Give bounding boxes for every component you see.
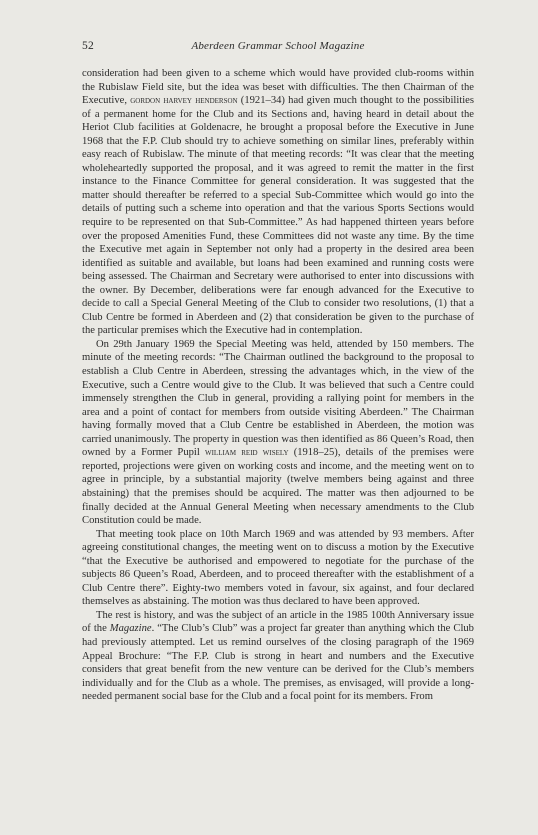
- person-name-henderson: gordon harvey henderson: [130, 95, 238, 107]
- page-header: [82, 40, 474, 56]
- paragraph-4-text-b: . “The Club’s Club” was a project far greater than anything which the Club had previously attempted. Let us remind ourselves of the closing paragraph of the 1969 Appeal Brochure: “The F.P. Club is strong in heart and numbers and the Executive considers that great benefit from the new venture can be derived for the Club’s members individually and for the Club as a whole. The premises, as envisaged, will provide a long-needed permanent social base for the Club and a focal point for its members. From: [82, 623, 474, 703]
- paragraph-1: [82, 67, 474, 338]
- page-number: 52: [82, 40, 94, 52]
- article-body: [82, 67, 474, 704]
- paragraph-4-text-a: The rest is history, and was the subject of an article in the 1985 100th Anniversary issue of the: [82, 609, 474, 635]
- paragraph-1-text-b: (1921–34) had given much thought to the possibilities of a permanent home for the Club and its Sections and, having heard in detail about the Heriot Club facilities at Goldenacre, he brought a proposal before the Executive in June 1968 that the F.P. Club should try to achieve something on similar lines, preferably within easy reach of Rubislaw. The minute of that meeting records: “It was clear that the meeting wholeheartedly supported the proposal, and it was agreed to remit the matter in the first instance to the Finance Committee for general consideration. It was suggested that the matter should thereafter be referred to a special Sub-Committee which would go into the details of putting such a scheme into operation and that the various Sports Sections would require to be represented on that Sub-Committee.” As had happened thirteen years before over the proposed Amenities Fund, these Committees did not waste any time. By the time the Executive met again in September not only had a property in the desired area been identified as suitable and available, but loans had been examined and running costs were being assessed. The Chairman and Secretary were authorised to enter into discussions with the owner. By December, deliberations were far enough advanced for the Executive to decide to call a Special General Meeting of the Club to consider two resolutions, (1) that a Club Centre be formed in Aberdeen and (2) that consideration be given to the purchase of the particular premises which the Executive had in contemplation.: [82, 95, 474, 337]
- person-name-wisely: william reid wisely: [204, 447, 289, 459]
- paragraph-2-text-b: (1918–25), details of the premises were reported, projections were given on working costs and income, and the meeting went on to agree in principle, by a substantial majority (twelve members being against and three abstaining) that the premises should be acquired. The matter was then adjourned to be finally decided at the Annual General Meeting when necessary amendments to the Club Constitution could be made.: [82, 447, 475, 527]
- paragraph-4: [82, 609, 474, 704]
- running-title: Aberdeen Grammar School Magazine: [191, 40, 365, 52]
- paragraph-2: [82, 338, 474, 528]
- magazine-title: Magazine: [109, 623, 152, 635]
- paragraph-3: [82, 528, 474, 609]
- paragraph-3-text: That meeting took place on 10th March 1969 and was attended by 93 members. After agreeing constitutional changes, the meeting went on to discuss a motion by the Executive “that the Executive be authorised and empowered to negotiate for the purchase of the subjects 86 Queen’s Road, Aberdeen, and to proceed thereafter with the establishment of a Club Centre there”. Eighty-two members voted in favour, six against, and four declared themselves as abstaining. The motion was thus declared to have been approved.: [82, 528, 474, 608]
- paragraph-2-text-a: On 29th January 1969 the Special Meeting was held, attended by 150 members. The minute of the meeting records: “The Chairman outlined the background to the proposal to establish a Club Centre in Aberdeen, stressing the advantages which, in the view of the Executive, such a Centre would give to the Club. It was believed that such a Centre could immensely strengthen the Club in general, providing a rallying point for members in the area and a point of contact for members from outside visiting Aberdeen.” The Chairman having formally moved that a Club Centre be established in Aberdeen, the motion was carried unanimously. The property in question was then identified as 86 Queen’s Road, then owned by a Former Pupil: [82, 338, 474, 459]
- paragraph-1-text-a: consideration had been given to a scheme which would have provided club-rooms within the Rubislaw Field site, but the idea was beset with difficulties. The then Chairman of the Executive,: [82, 68, 474, 107]
